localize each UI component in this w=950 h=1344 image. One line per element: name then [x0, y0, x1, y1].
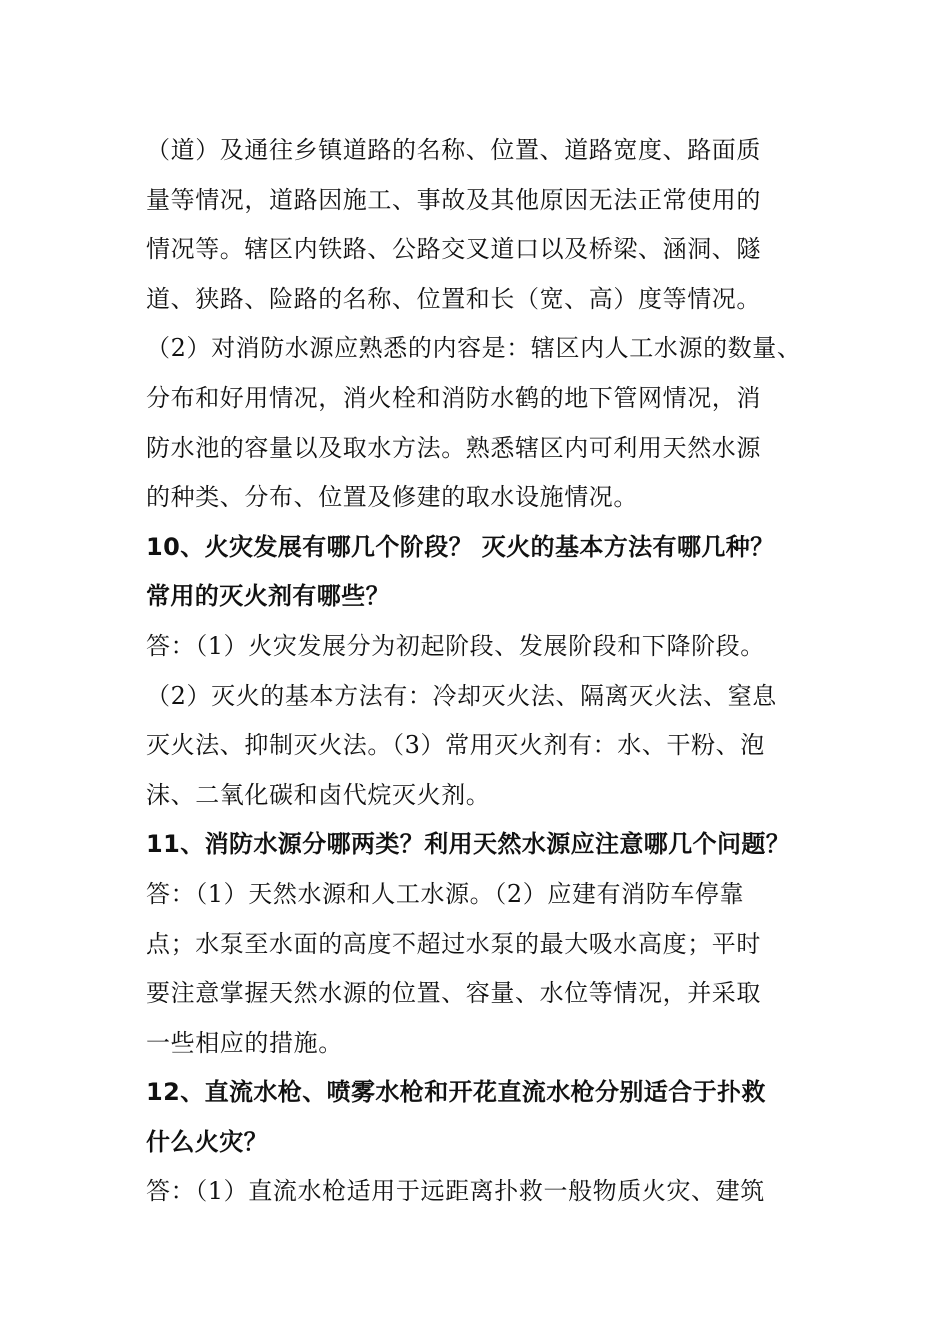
body-text-line: 防水池的容量以及取水方法。熟悉辖区内可利用天然水源 — [146, 433, 761, 462]
body-text-line: 量等情况，道路因施工、事故及其他原因无法正常使用的 — [146, 185, 761, 214]
body-text-line: （道）及通往乡镇道路的名称、位置、道路宽度、路面质 — [146, 136, 761, 164]
body-text-line: 道、狭路、险路的名称、位置和长（宽、高）度等情况。 — [146, 284, 761, 313]
body-text-line: （2）对消防水源应熟悉的内容是：辖区内人工水源的数量、 — [146, 334, 802, 363]
body-text-line: 情况等。辖区内铁路、公路交叉道口以及桥梁、涵洞、隧 — [146, 235, 761, 264]
answer-text-line: 要注意掌握天然水源的位置、容量、水位等情况，并采取 — [146, 979, 761, 1008]
answer-text-line: 答：（1）直流水枪适用于远距离扑救一般物质火灾、建筑 — [146, 1177, 765, 1206]
answer-text-line: 答：（1）火灾发展分为初起阶段、发展阶段和下降阶段。 — [146, 631, 765, 660]
body-text-line: 的种类、分布、位置及修建的取水设施情况。 — [146, 483, 638, 512]
body-text-line: 分布和好用情况，消火栓和消防水鹤的地下管网情况，消 — [146, 383, 761, 412]
document-page — [146, 126, 816, 1217]
answer-text-line: （2）灭火的基本方法有：冷却灭火法、隔离灭火法、窒息 — [146, 681, 777, 710]
question-heading-12-cont: 什么火灾？ — [146, 1127, 268, 1156]
answer-text-line: 沫、二氧化碳和卤代烷灭火剂。 — [146, 780, 491, 809]
answer-text-line: 一些相应的措施。 — [146, 1028, 343, 1057]
question-heading-10: 10、火灾发展有哪几个阶段？ 灭火的基本方法有哪几种？ — [146, 532, 775, 561]
answer-text-line: 灭火法、抑制灭火法。（3）常用灭火剂有：水、干粉、泡 — [146, 731, 765, 760]
answer-text-line: 点；水泵至水面的高度不超过水泵的最大吸水高度；平时 — [146, 929, 761, 958]
question-heading-10-cont: 常用的灭火剂有哪些？ — [146, 582, 390, 611]
answer-text-line: 答：（1）天然水源和人工水源。（2）应建有消防车停靠 — [146, 879, 745, 908]
question-heading-11: 11、消防水源分哪两类？利用天然水源应注意哪几个问题？ — [146, 830, 791, 859]
question-heading-12: 12、直流水枪、喷雾水枪和开花直流水枪分别适合于扑救 — [146, 1078, 766, 1107]
